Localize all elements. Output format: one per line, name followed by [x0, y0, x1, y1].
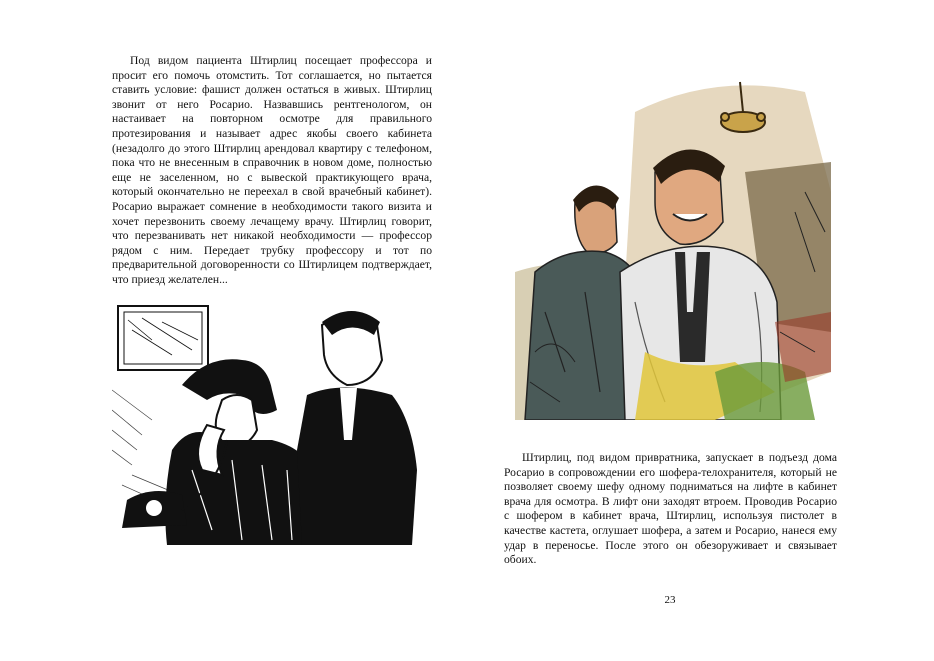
page-number: 23 — [664, 594, 676, 606]
right-page-text — [504, 451, 837, 568]
telephone-scene-illustration — [112, 300, 434, 545]
elevator-scene-illustration — [515, 72, 831, 420]
left-paragraph: Под видом пациента Штирлиц посещает профессора и просит его помочь отомстить. Тот соглашается, но пытается ставить условие: фашист должен остаться в живых. Штирлиц звонит от него Росарио. Назвавшись рентгенологом, он настаивает на повторном осмотре для правильного протезирования и называет адрес якобы своего кабинета (незадолго до этого Штирлиц арендовал квартиру с телефоном, пока что не внесенным в справочник в новом доме, полностью еще не заселенном, но с вывеской практикующего врача, который окончательно не переехал в свой врачебный кабинет). Росарио выражает сомнение в необходимости такого визита и хочет перезвонить своему лечащему врачу. Штирлиц говорит, что перезванивать нет никакой необходимости — профессор рядом с ним. Передает трубку профессору и тот по предварительной договоренности со Штирлицем подтверждает, что приезд желателен... — [112, 54, 432, 286]
ink-drawing-telephone — [112, 300, 434, 545]
right-page — [467, 0, 934, 661]
left-page-text — [112, 54, 432, 288]
color-drawing-three-men — [515, 72, 831, 420]
right-paragraph: Штирлиц, под видом привратника, запускает в подъезд дома Росарио в сопровождении его шофера-телохранителя, который не позволяет своему шефу одному подниматься на лифте в кабинет врача для осмотра. В лифт они заходят втроем. Проводив Росарио с шофером в кабинет врача, Штирлиц, используя пистолет в качестве кастета, оглушает шофера, а затем и Росарио, нанеся ему удар в переносье. После этого он обезоруживает и связывает обоих. — [504, 451, 837, 567]
